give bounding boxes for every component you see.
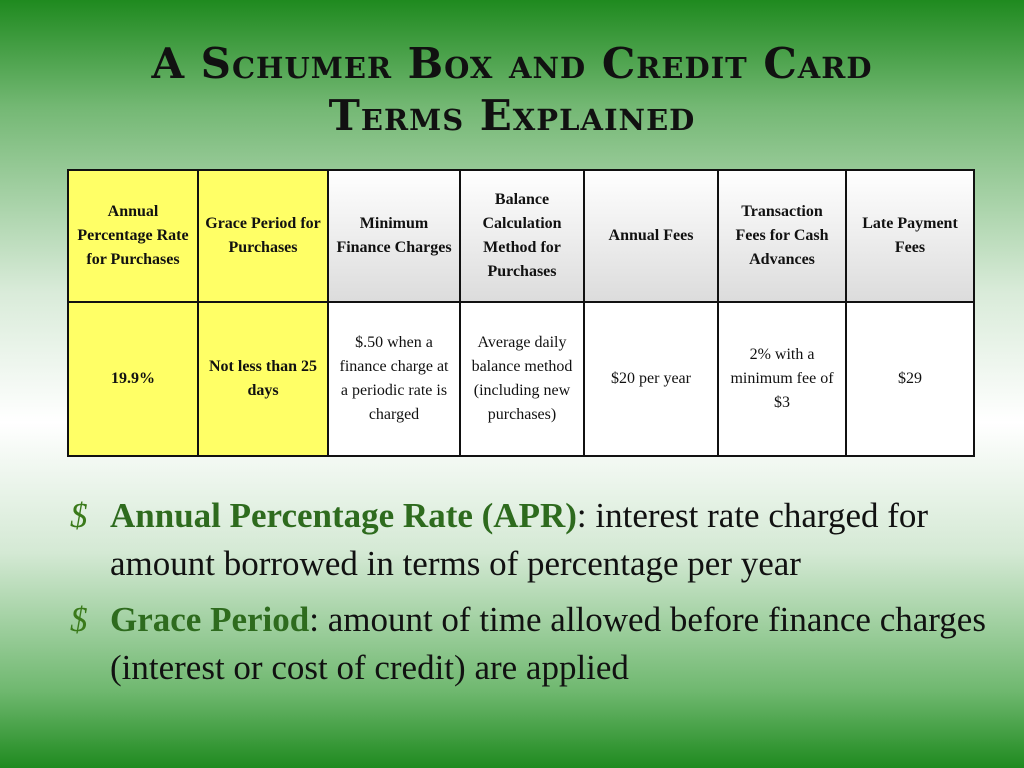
header-annual-fees: Annual Fees xyxy=(584,170,718,302)
value-grace-period: Not less than 25 days xyxy=(198,302,328,456)
header-balance-calculation: Balance Calculation Method for Purchases xyxy=(460,170,584,302)
header-late-payment-fees: Late Payment Fees xyxy=(846,170,974,302)
table-value-row xyxy=(68,302,974,456)
term-apr: Annual Percentage Rate (APR) xyxy=(110,496,577,535)
value-transaction-fees: 2% with a minimum fee of $3 xyxy=(718,302,846,456)
definition-apr: : interest rate charged for amount borrowed in terms of percentage per year xyxy=(110,496,929,583)
dollar-bullet-icon: $ xyxy=(70,496,88,535)
value-annual-fees: $20 per year xyxy=(584,302,718,456)
header-minimum-finance-charges: Minimum Finance Charges xyxy=(328,170,460,302)
list-item-grace-period xyxy=(70,596,990,692)
slide-title xyxy=(0,38,1024,142)
table-header-row xyxy=(68,170,974,302)
header-grace-period: Grace Period for Purchases xyxy=(198,170,328,302)
dollar-bullet-icon: $ xyxy=(70,600,88,639)
list-item-apr xyxy=(70,492,990,588)
header-apr: Annual Percentage Rate for Purchases xyxy=(68,170,198,302)
definition-list xyxy=(70,492,990,700)
definition-grace-period: : amount of time allowed before finance charges (interest or cost of credit) are applied xyxy=(110,600,986,687)
value-late-payment-fees: $29 xyxy=(846,302,974,456)
value-apr: 19.9% xyxy=(68,302,198,456)
header-transaction-fees: Transaction Fees for Cash Advances xyxy=(718,170,846,302)
title-line-2: Terms Explained xyxy=(328,91,696,140)
title-line-1: A Schumer Box and Credit Card xyxy=(151,39,873,88)
value-minimum-finance-charges: $.50 when a finance charge at a periodic rate is charged xyxy=(328,302,460,456)
value-balance-calculation: Average daily balance method (including new purchases) xyxy=(460,302,584,456)
schumer-box-table xyxy=(67,169,975,457)
term-grace-period: Grace Period xyxy=(110,600,310,639)
